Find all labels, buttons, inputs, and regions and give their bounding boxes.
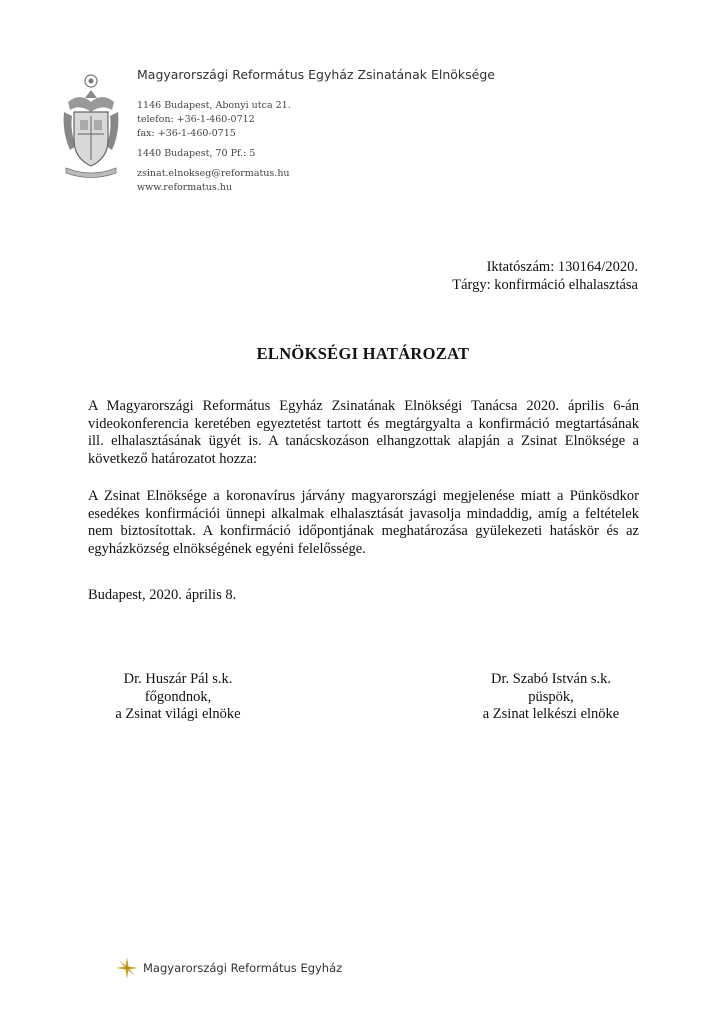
signatory-role: püspök, <box>528 688 574 705</box>
email: zsinat.elnokseg@reformatus.hu <box>137 168 290 179</box>
reference-block <box>452 258 638 294</box>
footer-org-name: Magyarországi Református Egyház <box>143 961 343 975</box>
org-name: Magyarországi Református Egyház Zsinatának Elnöksége <box>137 67 495 82</box>
document-title: ELNÖKSÉGI HATÁROZAT <box>256 344 470 363</box>
website: www.reformatus.hu <box>137 182 232 193</box>
po-box: 1440 Budapest, 70 Pf.: 5 <box>137 148 256 159</box>
reference-number: Iktatószám: 130164/2020. <box>486 259 638 275</box>
footer <box>116 955 342 981</box>
contact-block <box>137 99 291 195</box>
body-paragraph-2: A Zsinat Elnöksége a koronavírus járvány magyarországi megjelenése miatt a Pünkösdkor esedékes konfirmációi ünnepi alkalmak elhalasztását javasolja mindaddig, amíg a feltételek nem biztosítottak. A konfirmáció időpontjának meghatározása gyülekezeti hatáskör és az egyházközség elnökségének egyéni felelőssége. <box>88 488 639 557</box>
signatory-office: a Zsinat lelkészi elnöke <box>482 706 620 723</box>
letterhead <box>60 56 495 196</box>
signature-right <box>441 671 661 724</box>
reference-subject: Tárgy: konfirmáció elhalasztása <box>452 277 638 293</box>
church-crest-logo <box>60 72 122 182</box>
body-paragraph-1: A Magyarországi Református Egyház Zsinatának Elnökségi Tanácsa 2020. április 6-án videokonferencia keretében egyeztetést tartott és megtárgyalta a konfirmáció megtartásának ill. elhalasztásának ügyét is. A tanácskozáson elhangzottak alapján a Zsinat Elnöksége a következő határozatot hozza: <box>88 398 639 467</box>
star-logo-icon <box>116 957 138 979</box>
signatory-name: Dr. Huszár Pál s.k. <box>123 671 233 687</box>
signatory-role: főgondnok, <box>144 688 212 705</box>
signatory-name: Dr. Szabó István s.k. <box>490 671 611 687</box>
phone: telefon: +36-1-460-0712 <box>137 114 255 125</box>
signatory-office: a Zsinat világi elnöke <box>115 706 241 723</box>
fax: fax: +36-1-460-0715 <box>137 128 236 139</box>
address: 1146 Budapest, Abonyi utca 21. <box>137 100 291 111</box>
place-date: Budapest, 2020. április 8. <box>88 587 237 603</box>
signature-left <box>68 671 288 724</box>
